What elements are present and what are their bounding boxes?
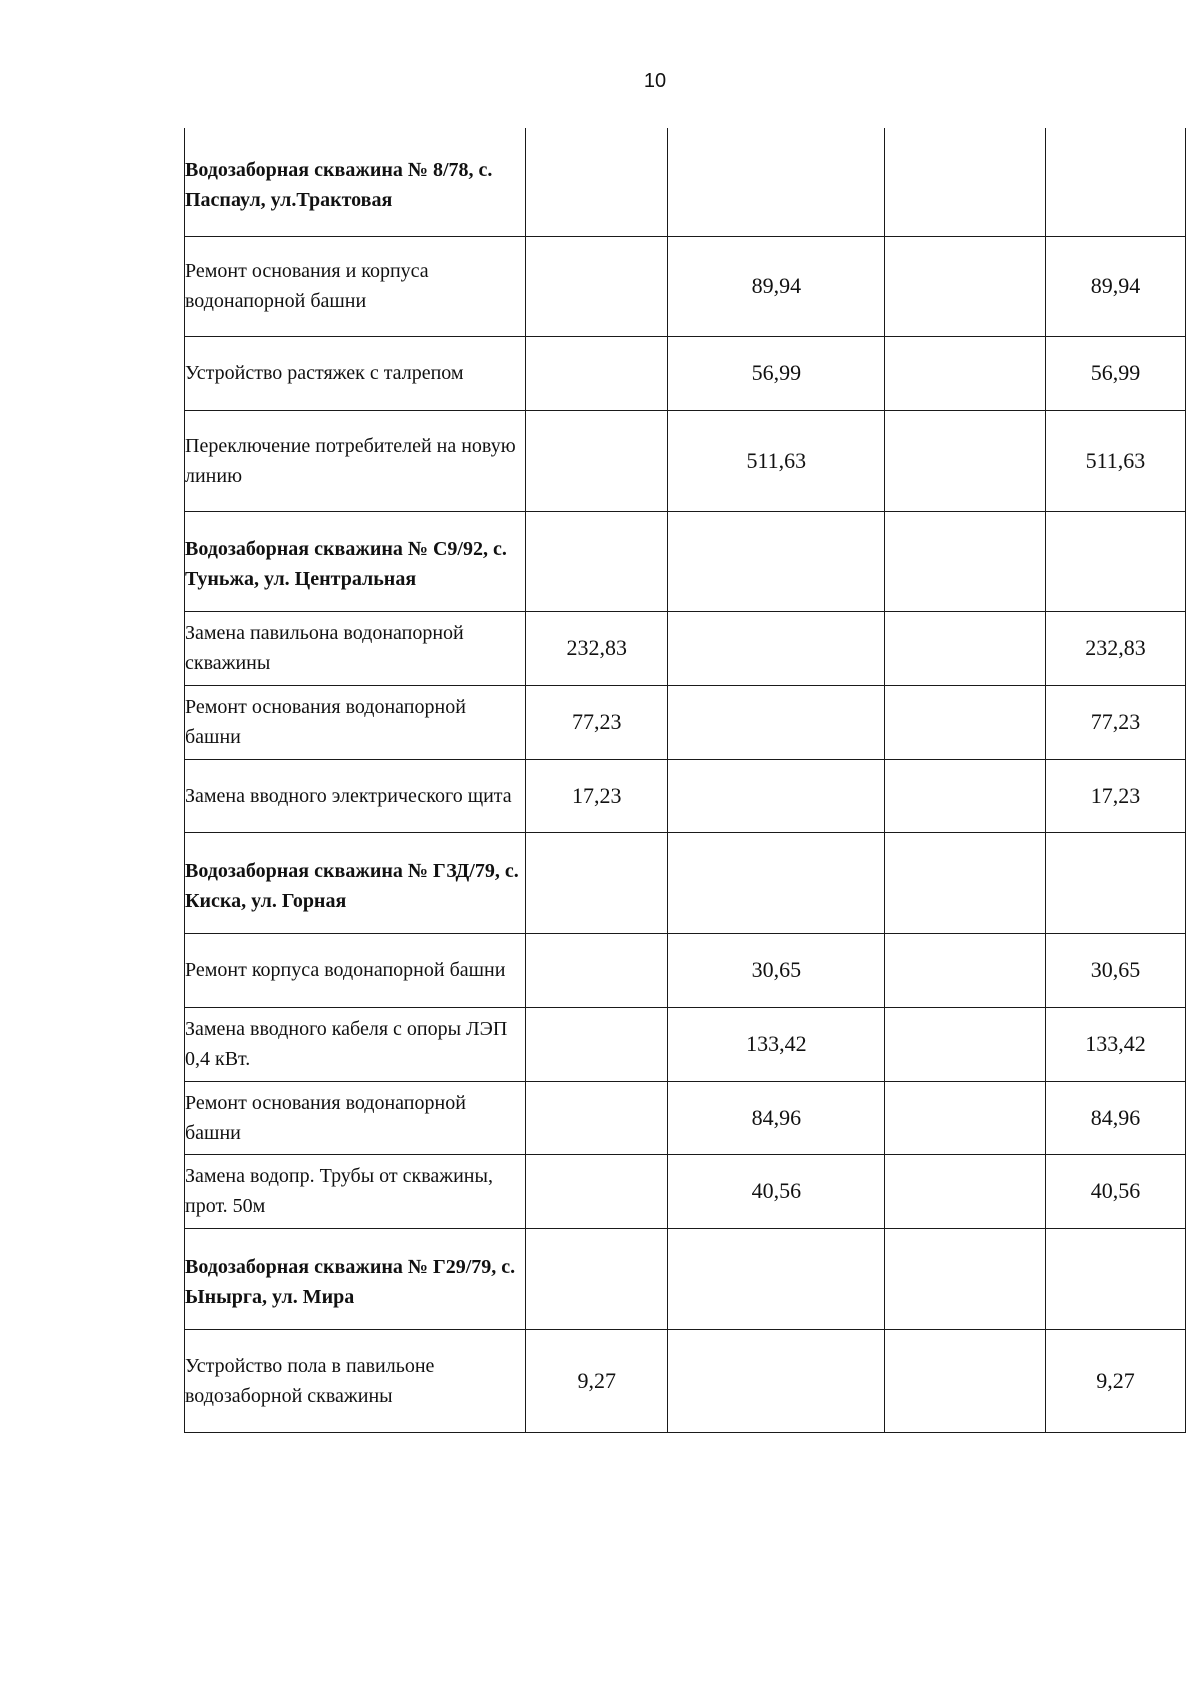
value-cell-col2 bbox=[668, 832, 885, 933]
work-name-cell: Ремонт корпуса водонапорной башни bbox=[185, 933, 526, 1007]
work-name-cell: Ремонт основания и корпуса водонапорной башни bbox=[185, 236, 526, 336]
value-cell-col2: 30,65 bbox=[668, 933, 885, 1007]
value-cell-col3 bbox=[885, 410, 1046, 511]
work-name-cell: Замена вводного электрического щита bbox=[185, 759, 526, 832]
section-heading-cell: Водозаборная скважина № С9/92, с. Туньжа, ул. Центральная bbox=[185, 511, 526, 611]
value-cell-col1: 77,23 bbox=[525, 685, 667, 759]
value-cell-col2: 133,42 bbox=[668, 1007, 885, 1081]
value-cell-col1 bbox=[525, 511, 667, 611]
value-cell-col1 bbox=[525, 1154, 667, 1228]
section-heading-row bbox=[185, 511, 1186, 611]
table-row bbox=[185, 759, 1186, 832]
work-name-cell: Замена павильона водонапорной скважины bbox=[185, 611, 526, 685]
value-cell-col1 bbox=[525, 832, 667, 933]
work-name-cell: Переключение потребителей на новую линию bbox=[185, 410, 526, 511]
work-name-cell: Ремонт основания водонапорной башни bbox=[185, 1081, 526, 1154]
value-cell-col4 bbox=[1045, 128, 1185, 236]
value-cell-col3 bbox=[885, 832, 1046, 933]
works-table-body bbox=[185, 128, 1186, 1432]
table-row bbox=[185, 611, 1186, 685]
value-cell-col3 bbox=[885, 336, 1046, 410]
work-name-cell: Устройство пола в павильоне водозаборной скважины bbox=[185, 1329, 526, 1432]
work-name-cell: Замена вводного кабеля с опоры ЛЭП 0,4 кВт. bbox=[185, 1007, 526, 1081]
value-cell-col3 bbox=[885, 759, 1046, 832]
value-cell-col2 bbox=[668, 759, 885, 832]
value-cell-col1 bbox=[525, 236, 667, 336]
section-heading-cell: Водозаборная скважина № Г29/79, с. Ыныргa, ул. Мира bbox=[185, 1228, 526, 1329]
value-cell-col1 bbox=[525, 336, 667, 410]
value-cell-col4: 30,65 bbox=[1045, 933, 1185, 1007]
value-cell-col1: 232,83 bbox=[525, 611, 667, 685]
table-row bbox=[185, 1154, 1186, 1228]
value-cell-col4 bbox=[1045, 1228, 1185, 1329]
value-cell-col3 bbox=[885, 933, 1046, 1007]
value-cell-col4 bbox=[1045, 511, 1185, 611]
value-cell-col1 bbox=[525, 1228, 667, 1329]
value-cell-col2: 511,63 bbox=[668, 410, 885, 511]
section-heading-row bbox=[185, 832, 1186, 933]
table-row bbox=[185, 685, 1186, 759]
value-cell-col4: 232,83 bbox=[1045, 611, 1185, 685]
value-cell-col3 bbox=[885, 611, 1046, 685]
value-cell-col1 bbox=[525, 410, 667, 511]
value-cell-col4: 17,23 bbox=[1045, 759, 1185, 832]
value-cell-col4: 133,42 bbox=[1045, 1007, 1185, 1081]
value-cell-col4: 511,63 bbox=[1045, 410, 1185, 511]
value-cell-col3 bbox=[885, 1081, 1046, 1154]
value-cell-col1 bbox=[525, 933, 667, 1007]
table-row bbox=[185, 236, 1186, 336]
work-name-cell: Устройство растяжек с талрепом bbox=[185, 336, 526, 410]
value-cell-col3 bbox=[885, 236, 1046, 336]
value-cell-col4 bbox=[1045, 832, 1185, 933]
works-table bbox=[184, 128, 1186, 1433]
value-cell-col1 bbox=[525, 1007, 667, 1081]
value-cell-col2: 84,96 bbox=[668, 1081, 885, 1154]
table-row bbox=[185, 933, 1186, 1007]
value-cell-col4: 89,94 bbox=[1045, 236, 1185, 336]
section-heading-row bbox=[185, 1228, 1186, 1329]
page-number: 10 bbox=[643, 70, 667, 92]
value-cell-col3 bbox=[885, 1228, 1046, 1329]
value-cell-col2 bbox=[668, 1329, 885, 1432]
value-cell-col2: 56,99 bbox=[668, 336, 885, 410]
section-heading-cell: Водозаборная скважина № 8/78, с. Паспаул, ул.Трактовая bbox=[185, 128, 526, 236]
value-cell-col3 bbox=[885, 1154, 1046, 1228]
value-cell-col3 bbox=[885, 128, 1046, 236]
value-cell-col4: 9,27 bbox=[1045, 1329, 1185, 1432]
section-heading-cell: Водозаборная скважина № ГЗД/79, с. Киска, ул. Горная bbox=[185, 832, 526, 933]
value-cell-col2 bbox=[668, 128, 885, 236]
work-name-cell: Замена водопр. Трубы от скважины, прот. 50м bbox=[185, 1154, 526, 1228]
work-name-cell: Ремонт основания водонапорной башни bbox=[185, 685, 526, 759]
value-cell-col1: 17,23 bbox=[525, 759, 667, 832]
value-cell-col2: 40,56 bbox=[668, 1154, 885, 1228]
value-cell-col2 bbox=[668, 685, 885, 759]
value-cell-col2 bbox=[668, 511, 885, 611]
value-cell-col2 bbox=[668, 611, 885, 685]
value-cell-col4: 77,23 bbox=[1045, 685, 1185, 759]
value-cell-col1 bbox=[525, 128, 667, 236]
value-cell-col1: 9,27 bbox=[525, 1329, 667, 1432]
table-row bbox=[185, 1329, 1186, 1432]
value-cell-col2: 89,94 bbox=[668, 236, 885, 336]
value-cell-col3 bbox=[885, 1329, 1046, 1432]
value-cell-col3 bbox=[885, 685, 1046, 759]
value-cell-col1 bbox=[525, 1081, 667, 1154]
table-row bbox=[185, 336, 1186, 410]
section-heading-row bbox=[185, 128, 1186, 236]
value-cell-col3 bbox=[885, 511, 1046, 611]
value-cell-col4: 40,56 bbox=[1045, 1154, 1185, 1228]
value-cell-col4: 56,99 bbox=[1045, 336, 1185, 410]
value-cell-col2 bbox=[668, 1228, 885, 1329]
table-row bbox=[185, 1007, 1186, 1081]
table-row bbox=[185, 1081, 1186, 1154]
value-cell-col4: 84,96 bbox=[1045, 1081, 1185, 1154]
value-cell-col3 bbox=[885, 1007, 1046, 1081]
table-row bbox=[185, 410, 1186, 511]
